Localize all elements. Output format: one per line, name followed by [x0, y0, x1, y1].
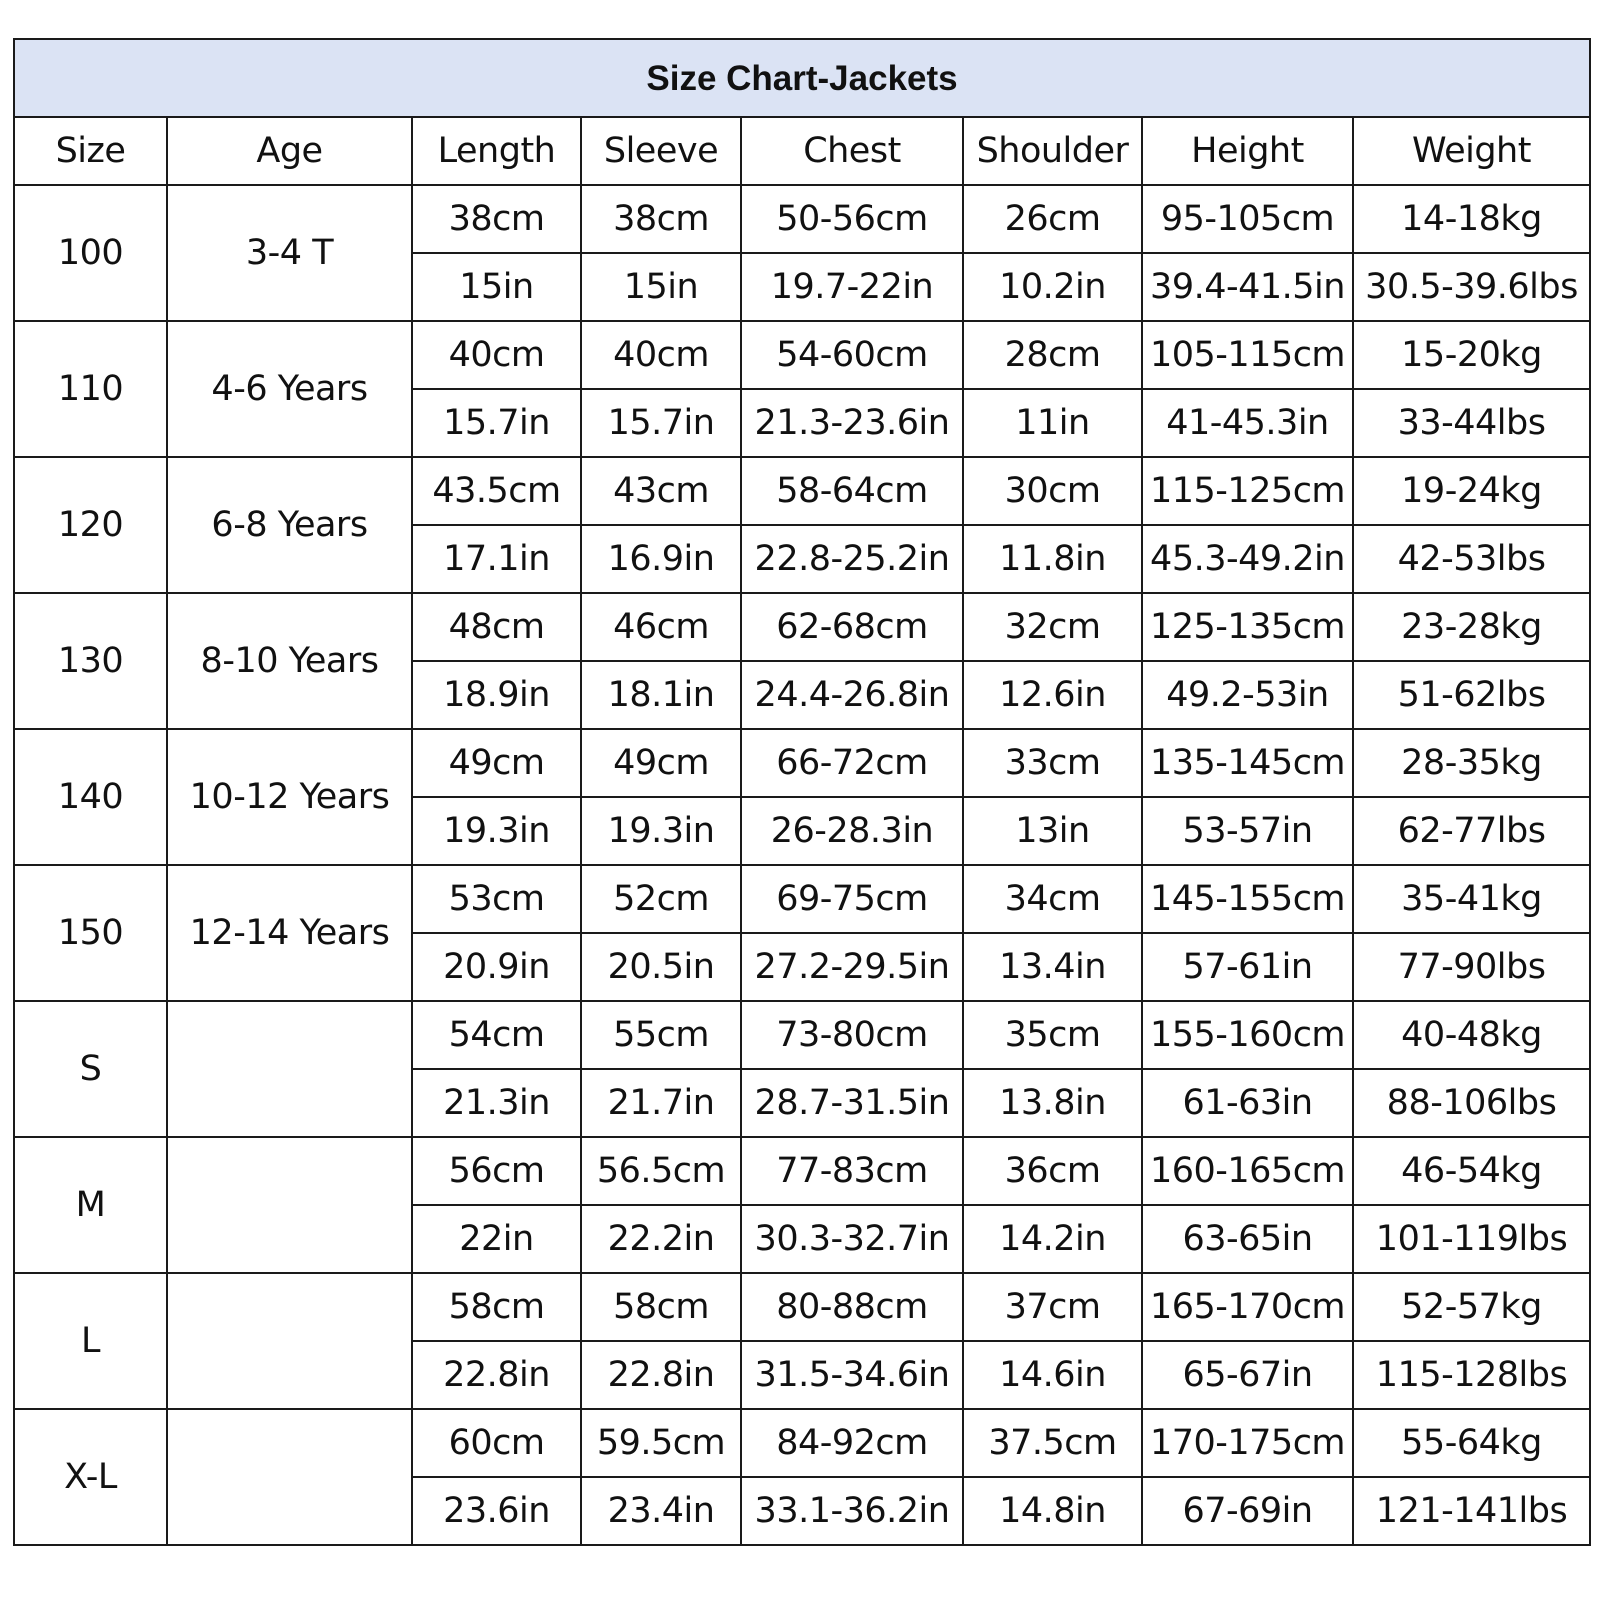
table-row: [14, 457, 1590, 525]
length-in-cell: 15.7in: [412, 389, 581, 457]
header-chest: Chest: [741, 117, 963, 185]
age-cell: [167, 1001, 412, 1137]
size-cell: 140: [14, 729, 167, 865]
length-cm-cell: 60cm: [412, 1409, 581, 1477]
sleeve-in-cell: 16.9in: [581, 525, 741, 593]
shoulder-in-cell: 12.6in: [963, 661, 1142, 729]
height-in-cell: 65-67in: [1142, 1341, 1353, 1409]
weight-in-cell: 33-44lbs: [1353, 389, 1590, 457]
length-cm-cell: 49cm: [412, 729, 581, 797]
sleeve-in-cell: 22.2in: [581, 1205, 741, 1273]
sleeve-cm-cell: 58cm: [581, 1273, 741, 1341]
header-size: Size: [14, 117, 167, 185]
header-row: [14, 117, 1590, 185]
height-cm-cell: 160-165cm: [1142, 1137, 1353, 1205]
weight-in-cell: 121-141lbs: [1353, 1477, 1590, 1545]
table-row: [14, 1273, 1590, 1341]
shoulder-in-cell: 10.2in: [963, 253, 1142, 321]
chest-cm-cell: 84-92cm: [741, 1409, 963, 1477]
shoulder-in-cell: 14.2in: [963, 1205, 1142, 1273]
weight-cm-cell: 14-18kg: [1353, 185, 1590, 253]
chart-title: Size Chart-Jackets: [14, 39, 1590, 117]
height-in-cell: 61-63in: [1142, 1069, 1353, 1137]
length-in-cell: 17.1in: [412, 525, 581, 593]
height-cm-cell: 135-145cm: [1142, 729, 1353, 797]
height-cm-cell: 105-115cm: [1142, 321, 1353, 389]
weight-in-cell: 101-119lbs: [1353, 1205, 1590, 1273]
length-in-cell: 21.3in: [412, 1069, 581, 1137]
sleeve-cm-cell: 49cm: [581, 729, 741, 797]
weight-cm-cell: 52-57kg: [1353, 1273, 1590, 1341]
shoulder-cm-cell: 34cm: [963, 865, 1142, 933]
weight-in-cell: 51-62lbs: [1353, 661, 1590, 729]
age-cell: 4-6 Years: [167, 321, 412, 457]
length-in-cell: 22.8in: [412, 1341, 581, 1409]
header-sleeve: Sleeve: [581, 117, 741, 185]
sleeve-cm-cell: 52cm: [581, 865, 741, 933]
age-cell: [167, 1409, 412, 1545]
shoulder-in-cell: 13.8in: [963, 1069, 1142, 1137]
length-cm-cell: 43.5cm: [412, 457, 581, 525]
title-row: [14, 39, 1590, 117]
weight-cm-cell: 28-35kg: [1353, 729, 1590, 797]
weight-cm-cell: 35-41kg: [1353, 865, 1590, 933]
shoulder-cm-cell: 33cm: [963, 729, 1142, 797]
chest-in-cell: 19.7-22in: [741, 253, 963, 321]
sleeve-in-cell: 20.5in: [581, 933, 741, 1001]
chest-cm-cell: 69-75cm: [741, 865, 963, 933]
table-row: [14, 1137, 1590, 1205]
height-in-cell: 57-61in: [1142, 933, 1353, 1001]
chest-in-cell: 21.3-23.6in: [741, 389, 963, 457]
table-row: [14, 729, 1590, 797]
size-cell: 100: [14, 185, 167, 321]
chest-cm-cell: 80-88cm: [741, 1273, 963, 1341]
sleeve-in-cell: 18.1in: [581, 661, 741, 729]
height-cm-cell: 115-125cm: [1142, 457, 1353, 525]
weight-cm-cell: 55-64kg: [1353, 1409, 1590, 1477]
table-row: [14, 185, 1590, 253]
weight-cm-cell: 15-20kg: [1353, 321, 1590, 389]
shoulder-in-cell: 13in: [963, 797, 1142, 865]
chest-cm-cell: 73-80cm: [741, 1001, 963, 1069]
size-cell: 150: [14, 865, 167, 1001]
length-in-cell: 18.9in: [412, 661, 581, 729]
height-in-cell: 63-65in: [1142, 1205, 1353, 1273]
table-row: [14, 1409, 1590, 1477]
chest-in-cell: 27.2-29.5in: [741, 933, 963, 1001]
length-in-cell: 15in: [412, 253, 581, 321]
chest-cm-cell: 58-64cm: [741, 457, 963, 525]
header-age: Age: [167, 117, 412, 185]
shoulder-cm-cell: 26cm: [963, 185, 1142, 253]
header-height: Height: [1142, 117, 1353, 185]
height-in-cell: 67-69in: [1142, 1477, 1353, 1545]
age-cell: [167, 1137, 412, 1273]
size-cell: L: [14, 1273, 167, 1409]
shoulder-cm-cell: 32cm: [963, 593, 1142, 661]
length-in-cell: 23.6in: [412, 1477, 581, 1545]
shoulder-in-cell: 14.8in: [963, 1477, 1142, 1545]
size-cell: 130: [14, 593, 167, 729]
shoulder-cm-cell: 37cm: [963, 1273, 1142, 1341]
sleeve-in-cell: 21.7in: [581, 1069, 741, 1137]
chest-in-cell: 28.7-31.5in: [741, 1069, 963, 1137]
sleeve-cm-cell: 59.5cm: [581, 1409, 741, 1477]
height-in-cell: 49.2-53in: [1142, 661, 1353, 729]
sleeve-cm-cell: 38cm: [581, 185, 741, 253]
header-weight: Weight: [1353, 117, 1590, 185]
shoulder-in-cell: 13.4in: [963, 933, 1142, 1001]
chest-in-cell: 31.5-34.6in: [741, 1341, 963, 1409]
size-chart-table: [13, 38, 1591, 1546]
length-cm-cell: 38cm: [412, 185, 581, 253]
sleeve-cm-cell: 43cm: [581, 457, 741, 525]
sleeve-cm-cell: 40cm: [581, 321, 741, 389]
chest-in-cell: 33.1-36.2in: [741, 1477, 963, 1545]
height-cm-cell: 95-105cm: [1142, 185, 1353, 253]
age-cell: [167, 1273, 412, 1409]
weight-in-cell: 30.5-39.6lbs: [1353, 253, 1590, 321]
shoulder-in-cell: 11in: [963, 389, 1142, 457]
length-in-cell: 19.3in: [412, 797, 581, 865]
chest-in-cell: 24.4-26.8in: [741, 661, 963, 729]
height-cm-cell: 170-175cm: [1142, 1409, 1353, 1477]
length-in-cell: 22in: [412, 1205, 581, 1273]
shoulder-in-cell: 14.6in: [963, 1341, 1142, 1409]
chest-cm-cell: 62-68cm: [741, 593, 963, 661]
height-cm-cell: 125-135cm: [1142, 593, 1353, 661]
weight-cm-cell: 40-48kg: [1353, 1001, 1590, 1069]
shoulder-in-cell: 11.8in: [963, 525, 1142, 593]
chest-cm-cell: 54-60cm: [741, 321, 963, 389]
height-cm-cell: 155-160cm: [1142, 1001, 1353, 1069]
chest-in-cell: 30.3-32.7in: [741, 1205, 963, 1273]
shoulder-cm-cell: 37.5cm: [963, 1409, 1142, 1477]
size-cell: 120: [14, 457, 167, 593]
chest-in-cell: 26-28.3in: [741, 797, 963, 865]
shoulder-cm-cell: 35cm: [963, 1001, 1142, 1069]
age-cell: 6-8 Years: [167, 457, 412, 593]
sleeve-cm-cell: 46cm: [581, 593, 741, 661]
size-cell: 110: [14, 321, 167, 457]
size-chart-body: [14, 185, 1590, 1545]
header-length: Length: [412, 117, 581, 185]
chest-cm-cell: 66-72cm: [741, 729, 963, 797]
age-cell: 8-10 Years: [167, 593, 412, 729]
size-cell: S: [14, 1001, 167, 1137]
weight-in-cell: 115-128lbs: [1353, 1341, 1590, 1409]
sleeve-cm-cell: 56.5cm: [581, 1137, 741, 1205]
height-cm-cell: 145-155cm: [1142, 865, 1353, 933]
height-in-cell: 41-45.3in: [1142, 389, 1353, 457]
sleeve-cm-cell: 55cm: [581, 1001, 741, 1069]
length-cm-cell: 48cm: [412, 593, 581, 661]
age-cell: 3-4 T: [167, 185, 412, 321]
weight-in-cell: 42-53lbs: [1353, 525, 1590, 593]
chest-cm-cell: 77-83cm: [741, 1137, 963, 1205]
size-cell: M: [14, 1137, 167, 1273]
weight-cm-cell: 46-54kg: [1353, 1137, 1590, 1205]
age-cell: 12-14 Years: [167, 865, 412, 1001]
shoulder-cm-cell: 28cm: [963, 321, 1142, 389]
size-cell: X-L: [14, 1409, 167, 1545]
weight-cm-cell: 19-24kg: [1353, 457, 1590, 525]
height-in-cell: 45.3-49.2in: [1142, 525, 1353, 593]
weight-in-cell: 88-106lbs: [1353, 1069, 1590, 1137]
length-in-cell: 20.9in: [412, 933, 581, 1001]
chest-in-cell: 22.8-25.2in: [741, 525, 963, 593]
weight-cm-cell: 23-28kg: [1353, 593, 1590, 661]
shoulder-cm-cell: 30cm: [963, 457, 1142, 525]
height-in-cell: 53-57in: [1142, 797, 1353, 865]
shoulder-cm-cell: 36cm: [963, 1137, 1142, 1205]
length-cm-cell: 54cm: [412, 1001, 581, 1069]
table-row: [14, 865, 1590, 933]
sleeve-in-cell: 19.3in: [581, 797, 741, 865]
length-cm-cell: 53cm: [412, 865, 581, 933]
table-row: [14, 1001, 1590, 1069]
sleeve-in-cell: 22.8in: [581, 1341, 741, 1409]
age-cell: 10-12 Years: [167, 729, 412, 865]
height-in-cell: 39.4-41.5in: [1142, 253, 1353, 321]
table-row: [14, 593, 1590, 661]
header-shoulder: Shoulder: [963, 117, 1142, 185]
length-cm-cell: 40cm: [412, 321, 581, 389]
height-cm-cell: 165-170cm: [1142, 1273, 1353, 1341]
length-cm-cell: 58cm: [412, 1273, 581, 1341]
table-row: [14, 321, 1590, 389]
sleeve-in-cell: 15in: [581, 253, 741, 321]
sleeve-in-cell: 23.4in: [581, 1477, 741, 1545]
sleeve-in-cell: 15.7in: [581, 389, 741, 457]
length-cm-cell: 56cm: [412, 1137, 581, 1205]
weight-in-cell: 62-77lbs: [1353, 797, 1590, 865]
chest-cm-cell: 50-56cm: [741, 185, 963, 253]
weight-in-cell: 77-90lbs: [1353, 933, 1590, 1001]
